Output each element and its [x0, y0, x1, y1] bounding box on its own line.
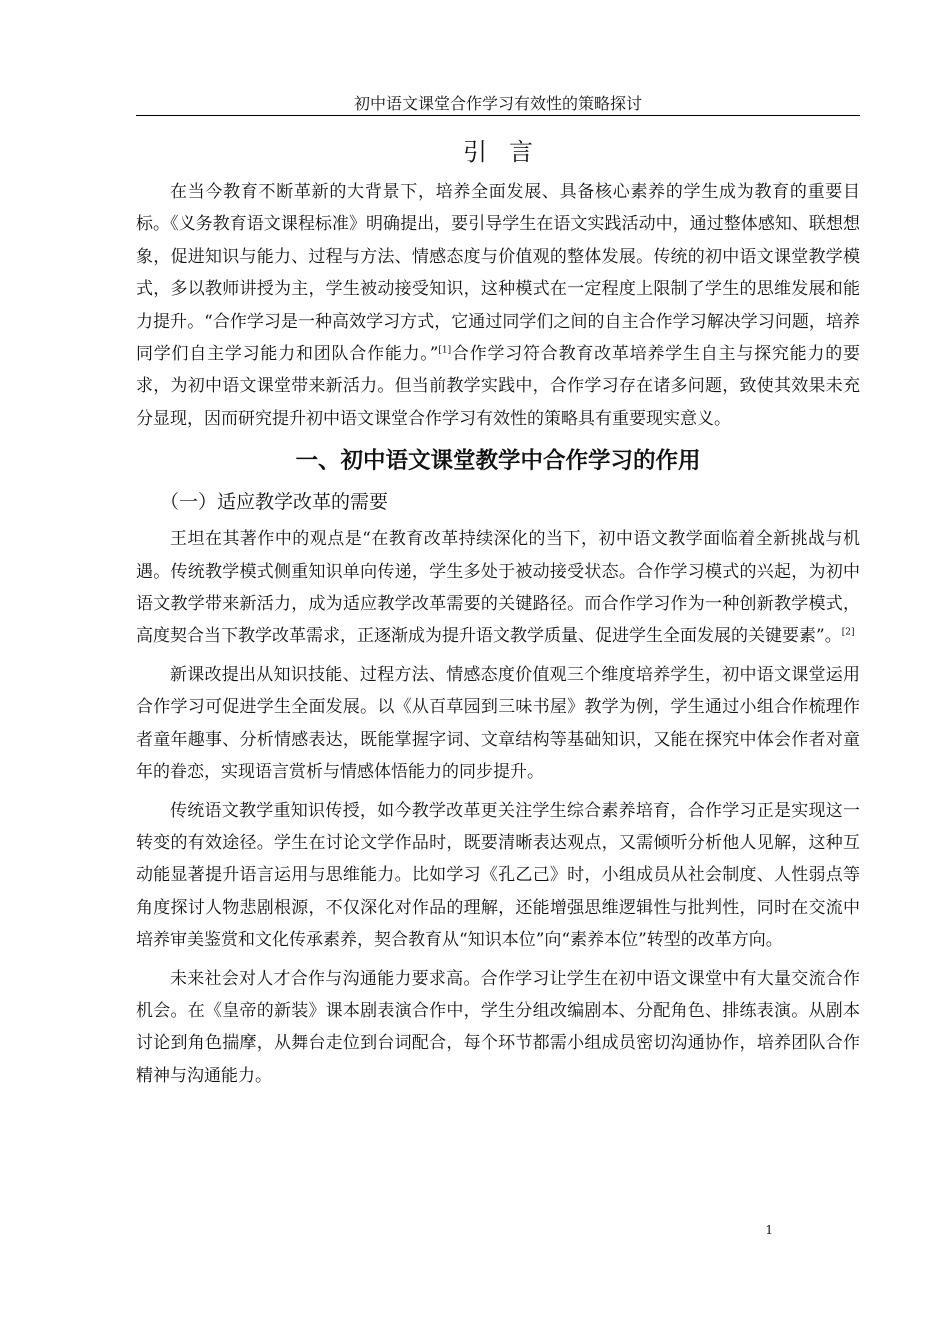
body-paragraph-4: 未来社会对人才合作与沟通能力要求高。合作学习让学生在初中语文课堂中有大量交流合作机会。在《皇帝的新装》课本剧表演合作中，学生分组改编剧本、分配角色、排练表演。从剧本讨论到角色揣摩，从舞台走位到台词配合，每个环节都需小组成员密切沟通协作，培养团队合作精神与沟通能力。 — [136, 968, 860, 1086]
intro-title: 引言 — [463, 138, 555, 166]
citation-2: [2] — [841, 627, 855, 638]
page-number: 1 — [765, 1223, 773, 1237]
header-rule — [136, 115, 860, 116]
page-body — [136, 132, 860, 1092]
running-header: 初中语文课堂合作学习有效性的策略探讨 — [353, 94, 642, 113]
paragraph-1-text: 王坦在其著作中的观点是“在教育改革持续深化的当下，初中语文教学面临着全新挑战与机遇。传统教学模式侧重知识单向传递，学生多处于被动接受状态。合作学习模式的兴起，为初中语文教学带来新活力，成为适应教学改革需要的关键路径。而合作学习作为一种创新教学模式，高度契合当下教学改革需求，正逐渐成为提升语文教学质量、促进学生全面发展的关键要素”。 — [136, 529, 860, 647]
body-paragraph-2: 新课改提出从知识技能、过程方法、情感态度价值观三个维度培养学生，初中语文课堂运用合作学习可促进学生全面发展。以《从百草园到三味书屋》教学为例，学生通过小组合作梳理作者童年趣事、分析情感表达，既能掌握字词、文章结构等基础知识，又能在探究中体会作者对童年的眷恋，实现语言赏析与情感体悟能力的同步提升。 — [136, 664, 860, 783]
subsection-1-heading: （一）适应教学改革的需要 — [160, 491, 389, 514]
intro-paragraph — [136, 176, 860, 435]
intro-text-after-cite: 合作学习符合教育改革培养学生自主与探究能力的要求，为初中语文课堂带来新活力。但当前教学实践中，合作学习存在诸多问题，致使其效果未充分显现，因而研究提升初中语文课堂合作学习有效性的策略具有重要现实意义。 — [136, 344, 860, 429]
section-1-heading: 一、初中语文课堂教学中合作学习的作用 — [295, 448, 701, 475]
citation-1: [1] — [438, 345, 452, 356]
body-paragraph-1 — [136, 523, 860, 653]
body-paragraph-3: 传统语文教学重知识传授，如今教学改革更关注学生综合素养培育，合作学习正是实现这一转变的有效途径。学生在讨论文学作品时，既要清晰表达观点，又需倾听分析他人见解，这种互动能显著提升语言运用与思维能力。比如学习《孔乙己》时，小组成员从社会制度、人性弱点等角度探讨人物悲剧根源，不仅深化对作品的理解，还能增强思维逻辑性与批判性，同时在交流中培养审美鉴赏和文化传承素养，契合教育从“知识本位”向“素养本位”转型的改革方向。 — [136, 800, 860, 951]
intro-text-before-cite: 在当今教育不断革新的大背景下，培养全面发展、具备核心素养的学生成为教育的重要目标。《义务教育语文课程标准》明确提出，要引导学生在语文实践活动中，通过整体感知、联想想象，促进知识与能力、过程与方法、情感态度与价值观的整体发展。传统的初中语文课堂教学模式，多以教师讲授为主，学生被动接受知识，这种模式在一定程度上限制了学生的思维发展和能力提升。“合作学习是一种高效学习方式，它通过同学们之间的自主合作学习解决学习问题，培养同学们自主学习能力和团队合作能力。” — [136, 182, 860, 365]
